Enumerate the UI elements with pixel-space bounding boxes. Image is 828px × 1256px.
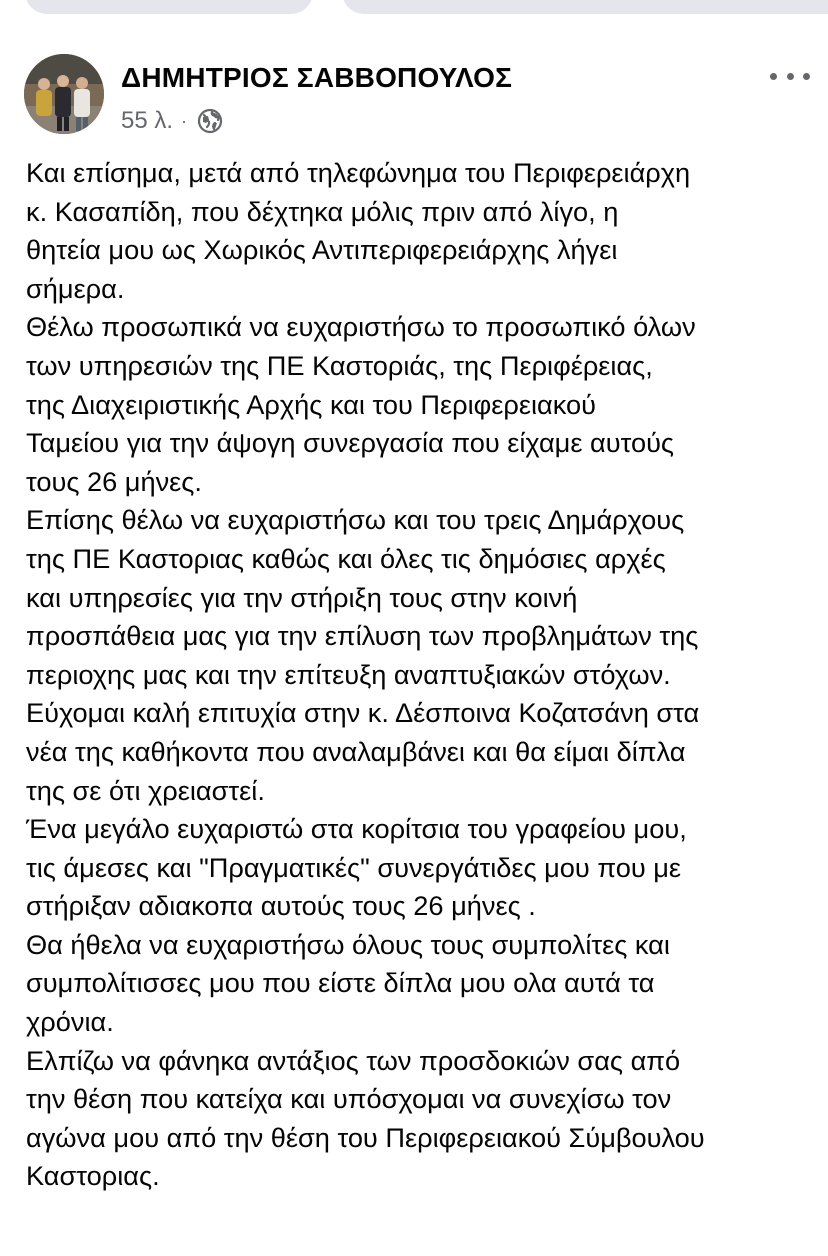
- post-text-line: Ελπίζω να φάνηκα αντάξιος των προσδοκιών σας από: [26, 1044, 681, 1076]
- post-text-line: Εύχομαι καλή επιτυχία στην κ. Δέσποινα Κοζατσάνη στα: [26, 697, 700, 729]
- post-text-line: συμπολίτισσες μου που είστε δίπλα μου ολα αυτά τα: [26, 967, 655, 999]
- post-text-line: αγώνα μου από την θέση του Περιφερειακού Σύμβουλου: [26, 1121, 705, 1153]
- post-text-line: περιοχης μας και την επίτευξη αναπτυξιακών στόχων.: [26, 658, 671, 690]
- post-text-line: Θέλω προσωπικά να ευχαριστήσω το προσωπικό όλων: [26, 311, 696, 343]
- more-dot: [787, 73, 794, 80]
- post-text-line: τους 26 μήνες.: [26, 465, 202, 497]
- post-text-line: και υπηρεσίες για την στήριξη τους στην κοινή: [26, 581, 578, 613]
- post-text-line: νέα της καθήκοντα που αναλαμβάνει και θα είμαι δίπλα: [26, 735, 686, 767]
- post-timestamp[interactable]: 55 λ.: [121, 107, 174, 134]
- top-action-button-left[interactable]: [25, 0, 313, 14]
- top-action-button-right[interactable]: [342, 0, 828, 14]
- top-bar: [0, 0, 828, 18]
- more-dot: [803, 73, 810, 80]
- post-text-line: κ. Κασαπίδη, που δέχτηκα μόλις πριν από λίγο, η: [26, 195, 619, 227]
- post-text-line: Θα ήθελα να ευχαριστήσω όλους τους συμπολίτες και: [26, 928, 670, 960]
- post-text-line: Ταμείου για την άψογη συνεργασία που είχαμε αυτούς: [26, 427, 675, 459]
- post-text-line: της σε ότι χρειαστεί.: [26, 774, 265, 806]
- post-text-line: Καστοριας.: [26, 1160, 160, 1192]
- post-text-line: προσπάθεια μας για την επίλυση των προβλημάτων της: [26, 620, 699, 652]
- post-text-line: Και επίσημα, μετά από τηλεφώνημα του Περιφερειάρχη: [26, 157, 691, 188]
- post-text-line: στήριξαν αδιακοπα αυτούς τους 26 μήνες .: [26, 890, 536, 922]
- post-text-line: θητεία μου ως Χωρικός Αντιπεριφερειάρχης λήγει: [26, 234, 618, 266]
- avatar-photo: [24, 54, 104, 134]
- post-text-line: των υπηρεσιών της ΠΕ Καστοριάς, της Περιφέρειας,: [26, 349, 653, 381]
- post-text-line: Επίσης θέλω να ευχαριστήσω και του τρεις Δημάρχους: [26, 504, 685, 536]
- post-body: [26, 154, 816, 1196]
- post-meta: [121, 106, 223, 136]
- post-header: [0, 44, 828, 144]
- meta-separator: ·: [181, 110, 188, 131]
- post-text-line: της ΠΕ Καστοριας καθώς και όλες τις δημόσιες αρχές: [26, 542, 666, 574]
- post-text-line: σήμερα.: [26, 272, 125, 304]
- post-text-line: χρόνια.: [26, 1006, 114, 1038]
- author-name[interactable]: ΔΗΜΗΤΡΙΟΣ ΣΑΒΒΟΠΟΥΛΟΣ: [121, 62, 513, 93]
- post-text-line: Ένα μεγάλο ευχαριστώ στα κορίτσια του γραφείου μου,: [26, 813, 687, 845]
- avatar[interactable]: [24, 54, 104, 134]
- globe-icon[interactable]: [197, 108, 223, 134]
- post-text-line: της Διαχειριστικής Αρχής και του Περιφερειακού: [26, 388, 597, 420]
- more-options-icon[interactable]: [770, 64, 810, 88]
- post-text-line: τις άμεσες και "Πραγματικές" συνεργάτιδες μου που με: [26, 851, 682, 883]
- post-text-line: την θέση που κατείχα και υπόσχομαι να συνεχίσω τον: [26, 1083, 672, 1115]
- more-dot: [770, 73, 777, 80]
